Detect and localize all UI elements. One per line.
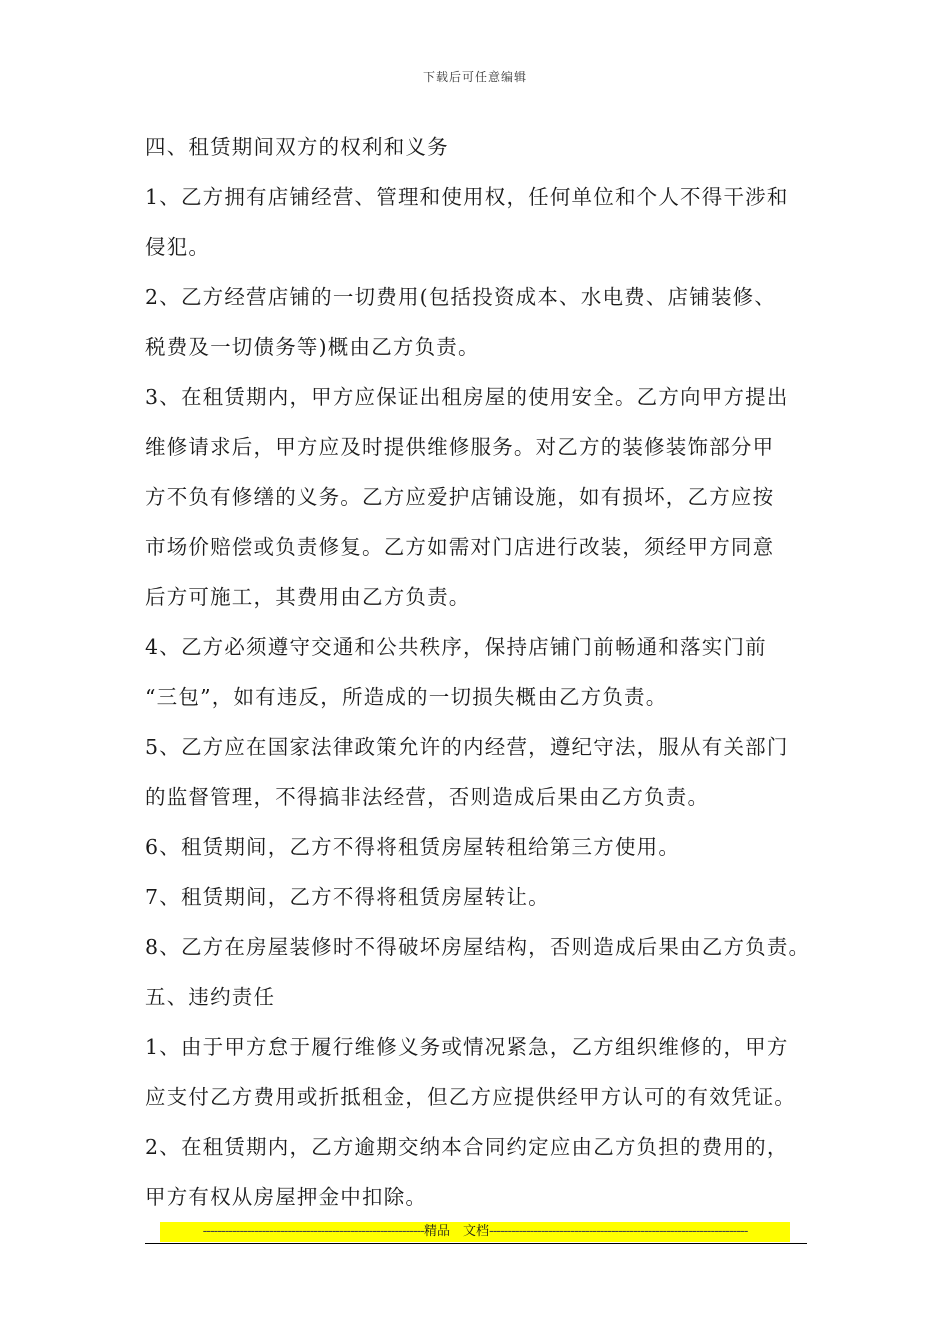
- footer-label: 精品 文档: [424, 1224, 490, 1239]
- paragraph-line: 2、在租赁期内，乙方逾期交纳本合同约定应由乙方负担的费用的，: [145, 1135, 789, 1159]
- footer-dashes-left: ------------------------------------------------------------: [202, 1224, 425, 1239]
- paragraph-line: 税费及一切债务等)概由乙方负责。: [145, 335, 480, 359]
- paragraph-line: 应支付乙方费用或折抵租金，但乙方应提供经甲方认可的有效凭证。: [145, 1085, 796, 1109]
- footer-band: [160, 1222, 790, 1242]
- paragraph-line: 3、在租赁期内，甲方应保证出租房屋的使用安全。乙方向甲方提出: [145, 385, 789, 409]
- paragraph-line: 市场价赔偿或负责修复。乙方如需对门店进行改装，须经甲方同意: [145, 535, 775, 559]
- paragraph-line: 侵犯。: [145, 235, 211, 259]
- paragraph-line: 维修请求后，甲方应及时提供维修服务。对乙方的装修装饰部分甲: [145, 435, 775, 459]
- footer-dashes-right: ----------------------------------------------------------------------: [489, 1224, 748, 1239]
- section-heading: 五、违约责任: [145, 985, 276, 1009]
- header-note: 下载后可任意编辑: [422, 70, 527, 84]
- paragraph-line: 5、乙方应在国家法律政策允许的内经营，遵纪守法，服从有关部门: [145, 735, 789, 759]
- paragraph-line: 后方可施工，其费用由乙方负责。: [145, 585, 471, 609]
- paragraph-line: “三包”，如有违反，所造成的一切损失概由乙方负责。: [145, 685, 668, 709]
- paragraph-line: 方不负有修缮的义务。乙方应爱护店铺设施，如有损坏，乙方应按: [145, 485, 775, 509]
- paragraph-line: 4、乙方必须遵守交通和公共秩序，保持店铺门前畅通和落实门前: [145, 635, 767, 659]
- document-body: [145, 122, 825, 1222]
- paragraph-line: 1、乙方拥有店铺经营、管理和使用权，任何单位和个人不得干涉和: [145, 185, 789, 209]
- paragraph-line: 2、乙方经营店铺的一切费用(包括投资成本、水电费、店铺装修、: [145, 285, 777, 309]
- paragraph-line: 的监督管理，不得搞非法经营，否则造成后果由乙方负责。: [145, 785, 710, 809]
- section-heading: 四、租赁期间双方的权利和义务: [145, 135, 449, 159]
- paragraph-line: 6、租赁期间，乙方不得将租赁房屋转租给第三方使用。: [145, 835, 681, 859]
- paragraph-line: 1、由于甲方怠于履行维修义务或情况紧急，乙方组织维修的，甲方: [145, 1035, 789, 1059]
- footer-rule: [145, 1243, 807, 1244]
- paragraph-line: 8、乙方在房屋装修时不得破坏房屋结构，否则造成后果由乙方负责。: [145, 935, 811, 959]
- paragraph-line: 甲方有权从房屋押金中扣除。: [145, 1185, 428, 1209]
- paragraph-line: 7、租赁期间，乙方不得将租赁房屋转让。: [145, 885, 550, 909]
